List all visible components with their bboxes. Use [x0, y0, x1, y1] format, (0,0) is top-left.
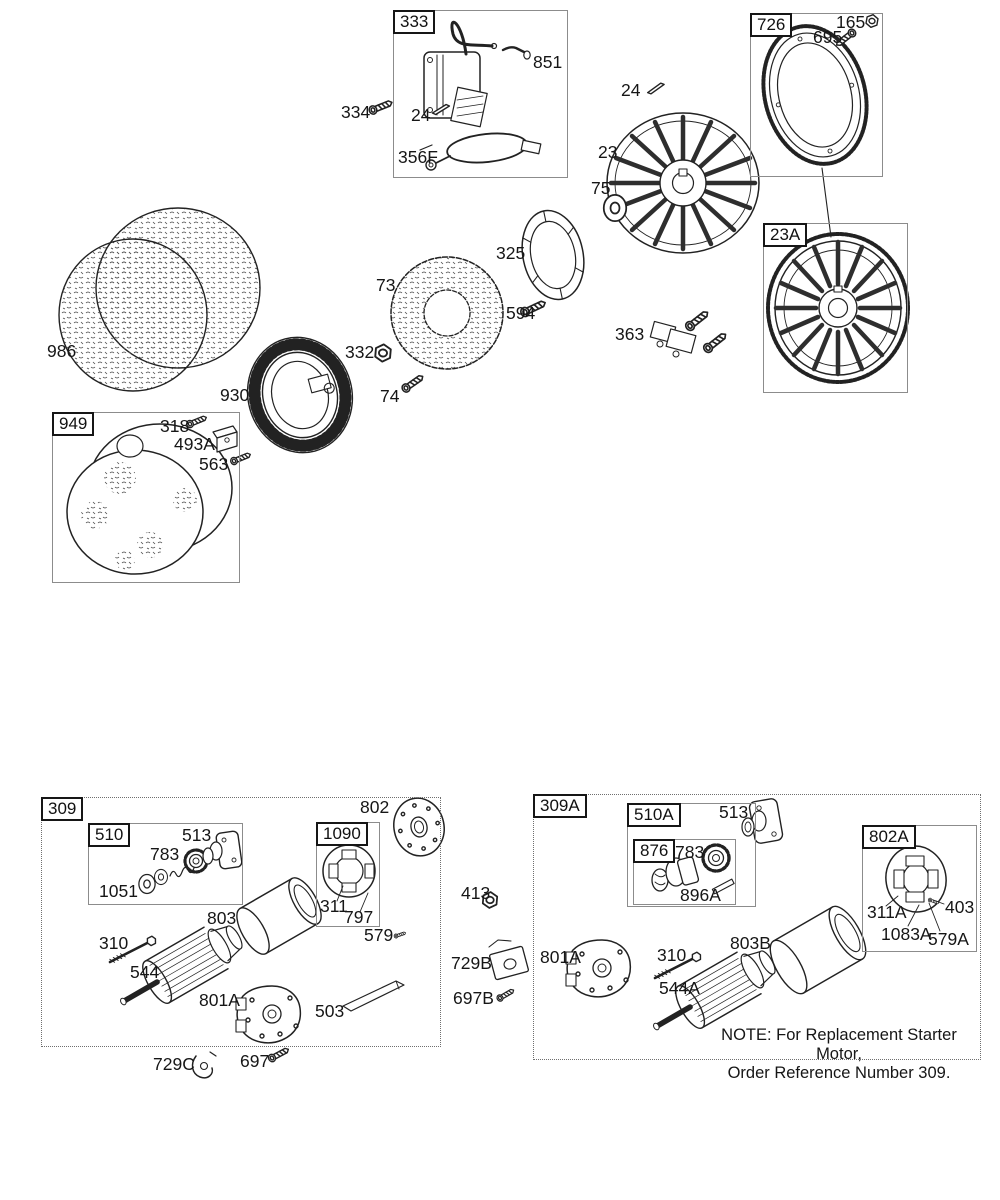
callout-ref-label-309: 309 [41, 797, 83, 821]
part-label-579-31: 579 [364, 925, 394, 945]
part-label-851-1: 851 [533, 52, 563, 72]
part-label-783-38: 783 [675, 842, 705, 862]
part-label-579A-47: 579A [928, 929, 969, 949]
part-label-24-2: 24 [411, 105, 431, 125]
replacement-note-line2: Order Reference Number 309. [727, 1064, 951, 1083]
part-label-325-9: 325 [496, 243, 526, 263]
part-label-74-16: 74 [380, 386, 400, 406]
part-label-24-6: 24 [621, 80, 641, 100]
part-label-896A-39: 896A [680, 885, 721, 905]
part-label-75-8: 75 [591, 178, 611, 198]
callout-ref-label-726: 726 [750, 13, 792, 37]
callout-ref-label-1090: 1090 [316, 822, 368, 846]
part-label-356F-3: 356F [398, 147, 438, 167]
part-label-334-0: 334 [341, 102, 371, 122]
part-label-697B-34: 697B [453, 988, 494, 1008]
part-label-311A-44: 311A [867, 902, 907, 922]
part-label-986-13: 986 [47, 341, 77, 361]
callout-ref-label-23A: 23A [763, 223, 807, 247]
part-label-729C-35: 729C [153, 1054, 195, 1074]
part-label-801A-27: 801A [199, 990, 240, 1010]
callout-ref-label-333: 333 [393, 10, 435, 34]
part-label-797-30: 797 [344, 907, 374, 927]
part-label-403-45: 403 [945, 897, 975, 917]
part-label-695-5: 695 [813, 27, 843, 47]
part-label-697-36: 697 [240, 1051, 270, 1071]
part-label-413-32: 413 [461, 883, 491, 903]
part-label-1051-23: 1051 [99, 881, 138, 901]
part-label-803-24: 803 [207, 908, 237, 928]
replacement-note-line1: NOTE: For Replacement Starter Motor, [721, 1026, 957, 1064]
callout-ref-label-309A: 309A [533, 794, 587, 818]
part-label-803B-40: 803B [730, 933, 771, 953]
part-label-544-26: 544 [130, 962, 160, 982]
part-label-493A-18: 493A [174, 434, 215, 454]
part-label-594-11: 594 [506, 303, 536, 323]
callout-ref-label-802A: 802A [862, 825, 916, 849]
part-label-783-22: 783 [150, 844, 180, 864]
part-label-729B-33: 729B [451, 953, 492, 973]
callout-ref-label-510: 510 [88, 823, 130, 847]
part-label-563-19: 563 [199, 454, 229, 474]
part-label-1083A-46: 1083A [881, 924, 932, 944]
part-label-310-25: 310 [99, 933, 129, 953]
part-label-23-7: 23 [598, 142, 618, 162]
part-label-503-28: 503 [315, 1001, 345, 1021]
callout-ref-label-510A: 510A [627, 803, 681, 827]
part-label-318-17: 318 [160, 416, 190, 436]
callout-box-23A [763, 223, 908, 393]
part-label-311-29: 311 [320, 896, 348, 916]
callout-ref-label-949: 949 [52, 412, 94, 436]
part-label-310-42: 310 [657, 945, 687, 965]
part-label-73-10: 73 [376, 275, 396, 295]
callout-ref-label-876: 876 [633, 839, 675, 863]
part-label-513-37: 513 [719, 802, 749, 822]
part-label-801A-41: 801A [540, 947, 581, 967]
part-label-513-21: 513 [182, 825, 212, 845]
part-label-332-14: 332 [345, 342, 375, 362]
part-label-930-15: 930 [220, 385, 250, 405]
part-label-363-12: 363 [615, 324, 645, 344]
part-label-165-4: 165 [836, 12, 866, 32]
part-label-544A-43: 544A [659, 978, 700, 998]
part-label-802-20: 802 [360, 797, 390, 817]
